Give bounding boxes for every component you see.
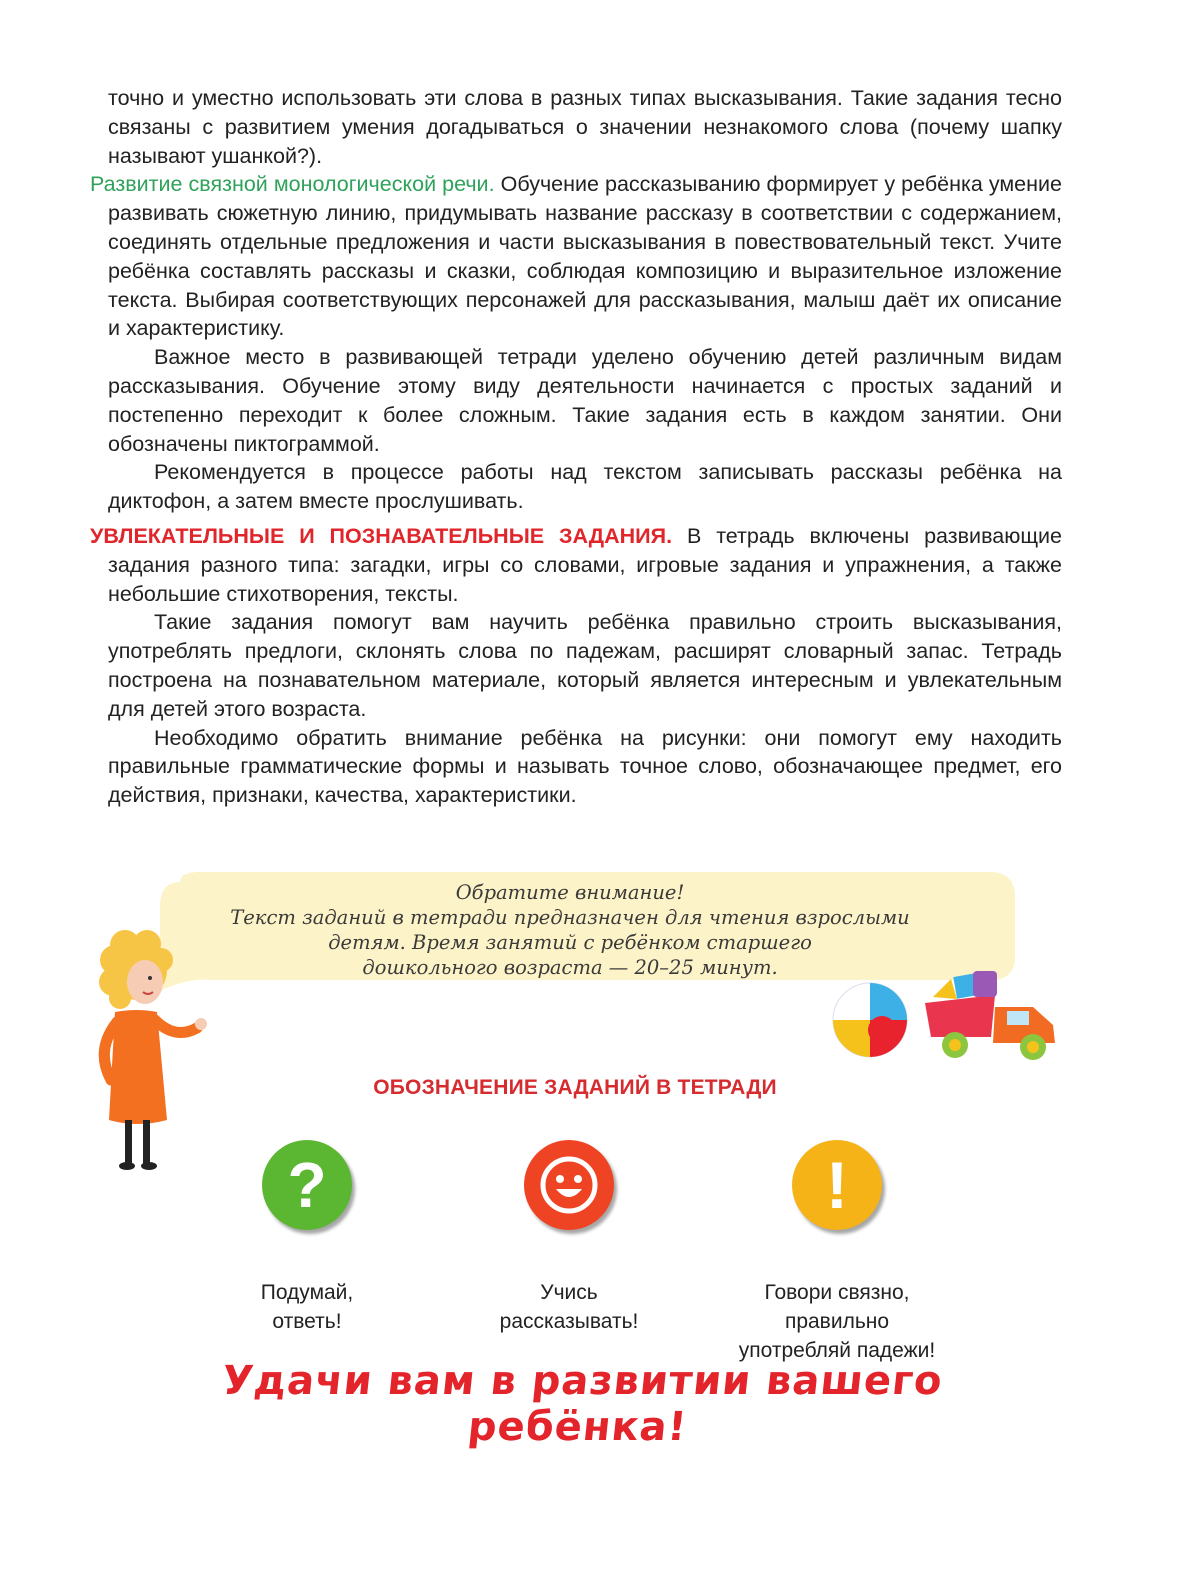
paragraph-1: точно и уместно использовать эти слова в разных типах высказывания. Такие задания тесно связаны с развитием умения догадываться о значении незнакомого слова (почему шапку называют ушанкой?). — [108, 86, 1062, 168]
intro-text — [90, 84, 1062, 810]
notice-text — [180, 880, 960, 980]
smile-face-icon — [539, 1155, 599, 1215]
legend-speak-line-3: употребляй падежи! — [738, 1339, 936, 1362]
paragraph-6: Такие задания помогут вам научить ребёнка правильно строить высказывания, употреблять предлоги, склонять слова по падежам, расширят словарный запас. Тетрадь построена на познавательном материале, который является интересным и увлекательным для детей этого возраста. — [108, 610, 1062, 721]
notice-line-4: дошкольного возраста — 20–25 минут. — [362, 956, 778, 979]
legend-item-think — [172, 1140, 442, 1336]
legend-tell-line-1: Учись — [540, 1281, 598, 1304]
heading-speech: Развитие связной монологической речи. — [90, 172, 495, 197]
legend-item-tell — [434, 1140, 704, 1336]
notice-line-2: Текст заданий в тетради предназначен для чтения взрослыми — [230, 906, 910, 929]
truck-illustration — [915, 965, 1070, 1065]
paragraph-3: Важное место в развивающей тетради уделено обучению детей различным видам рассказывания. Обучение этому виду деятельности начинается с простых заданий и постепенно переходит к более сложным. Такие задания есть в каждом занятии. Они обозначены пиктограммой. — [108, 345, 1062, 456]
smile-icon — [524, 1140, 614, 1230]
legend-think-line-1: Подумай, — [260, 1281, 354, 1304]
notice-line-3: детям. Время занятий с ребёнком старшего — [328, 931, 812, 954]
ball-illustration — [830, 980, 910, 1060]
legend-speak-line-1: Говори связно, — [764, 1281, 910, 1304]
paragraph-5-body: В тетрадь включены развивающие задания разного типа: загадки, игры со словами, игровые задания и упражнения, а также небольшие стихотворения, тексты. — [108, 523, 1062, 606]
legend-speak-line-2: правильно — [784, 1310, 890, 1333]
closing-wish: Удачи вам в развитии вашего ребёнка! — [219, 1358, 946, 1450]
legend-item-speak — [702, 1140, 972, 1365]
paragraph-2 — [90, 170, 1062, 343]
paragraph-4: Рекомендуется в процессе работы над текстом записывать рассказы ребёнка на диктофон, а затем вместе прослушивать. — [108, 460, 1062, 514]
paragraph-5 — [90, 522, 1062, 608]
paragraph-2-body: Обучение рассказыванию формирует у ребёнка умение развивать сюжетную линию, придумывать название рассказу в соответствии с содержанием, соединять отдельные предложения и части высказывания в повествовательный текст. Учите ребёнка составлять рассказы и сказки, соблюдая композицию и выразительное изложение текста. Выбирая соответствующих персонажей для рассказывания, малыш даёт их описание и характеристику. — [108, 172, 1062, 341]
legend-tell-line-2: рассказывать! — [499, 1310, 639, 1333]
legend-label-speak — [702, 1278, 972, 1365]
heading-tasks: УВЛЕКАТЕЛЬНЫЕ И ПОЗНАВАТЕЛЬНЫЕ ЗАДАНИЯ. — [90, 523, 673, 548]
question-icon — [262, 1140, 352, 1230]
exclamation-symbol: ! — [826, 1148, 848, 1222]
notice-line-1: Обратите внимание! — [455, 881, 685, 904]
legend-label-think — [172, 1278, 442, 1336]
teacher-illustration — [85, 930, 215, 1175]
question-symbol: ? — [287, 1149, 327, 1221]
exclamation-icon — [792, 1140, 882, 1230]
legend-think-line-2: ответь! — [272, 1310, 342, 1333]
legend-label-tell — [434, 1278, 704, 1336]
legend-title: ОБОЗНАЧЕНИЕ ЗАДАНИЙ В ТЕТРАДИ — [373, 1076, 777, 1099]
paragraph-7: Необходимо обратить внимание ребёнка на рисунки: они помогут ему находить правильные грамматические формы и называть точное слово, обозначающее предмет, его действия, признаки, качества, характеристики. — [108, 725, 1062, 808]
